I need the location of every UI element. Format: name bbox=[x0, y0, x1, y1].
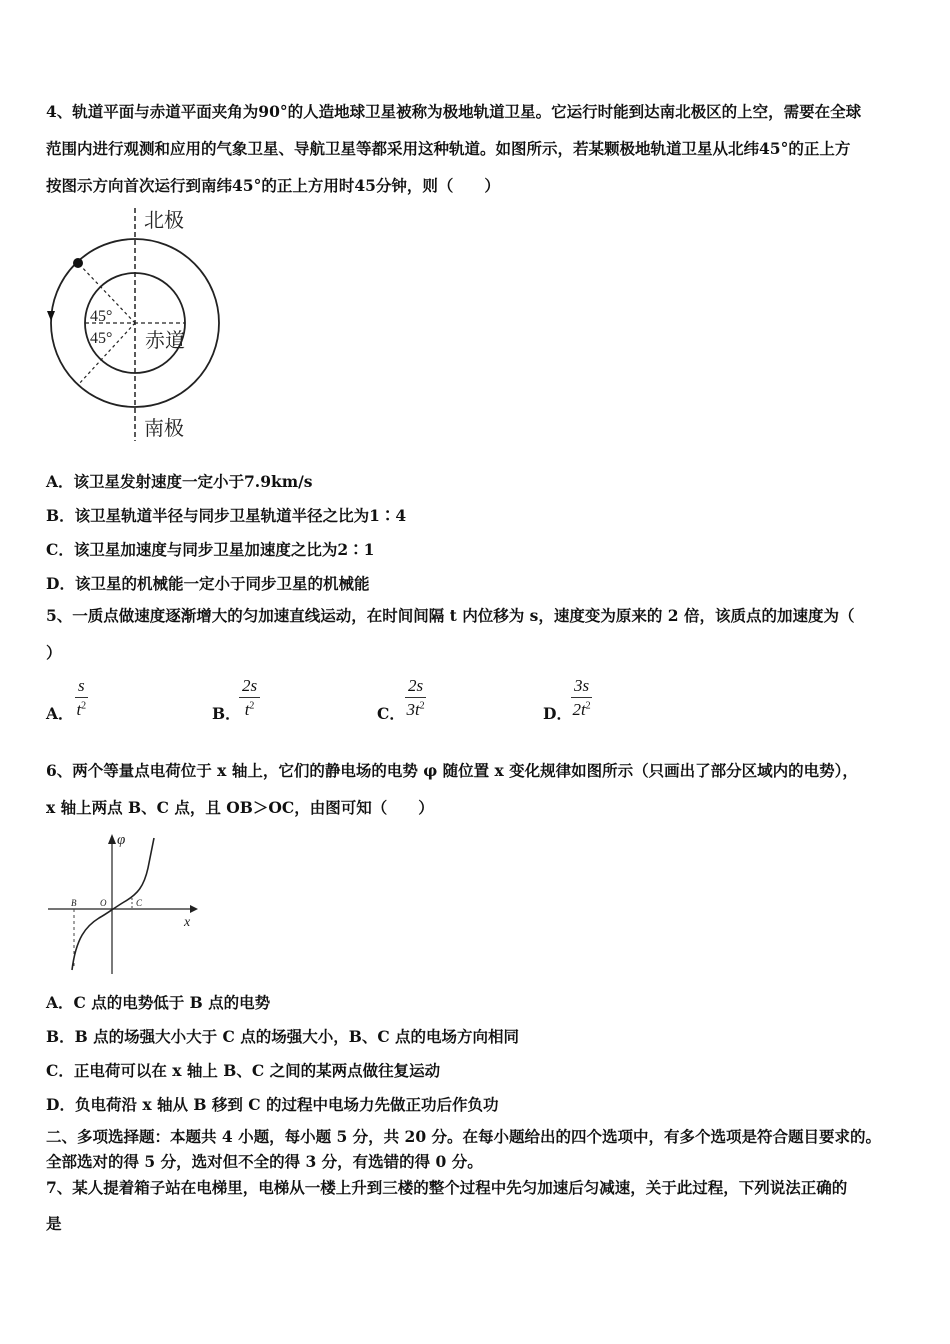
y-axis-arrow bbox=[108, 834, 116, 844]
q5-option-b-letter: B． bbox=[212, 704, 241, 723]
q5-option-c-denominator: 3t bbox=[406, 700, 420, 719]
angle-label-bottom: 45° bbox=[90, 330, 113, 347]
q5-option-d-fraction bbox=[571, 676, 592, 720]
q5-option-b-fraction bbox=[239, 676, 260, 720]
q6-option-a: A．C 点的电势低于 B 点的电势 bbox=[46, 993, 271, 1012]
q5-option-b-exponent: 2 bbox=[249, 700, 255, 712]
q4-option-c: C．该卫星加速度与同步卫星加速度之比为2∶1 bbox=[46, 540, 375, 559]
q4-stem-line-2: 范围内进行观测和应用的气象卫星、导航卫星等都采用这种轨道。如图所示，若某颗极地轨道卫星从北纬45°的正上方 bbox=[46, 139, 851, 158]
q5-option-d-numerator: 3s bbox=[571, 676, 592, 698]
x-axis-label: x bbox=[184, 915, 191, 930]
q5-option-b-numerator: 2s bbox=[239, 676, 260, 698]
q5-option-c-exponent: 2 bbox=[419, 700, 425, 712]
q6-stem-line-1: 6、两个等量点电荷位于 x 轴上，它们的静电场的电势 φ 随位置 x 变化规律如图所示（只画出了部分区域内的电势）， bbox=[46, 761, 858, 780]
section-2-line-2: 全部选对的得 5 分，选对但不全的得 3 分，有选错的得 0 分。 bbox=[46, 1152, 483, 1171]
q7-stem-line-1: 7、某人提着箱子站在电梯里，电梯从一楼上升到三楼的整个过程中先匀加速后匀减速，关于此过程，下列说法正确的 bbox=[46, 1178, 848, 1197]
q5-stem-line-1: 5、一质点做速度逐渐增大的匀加速直线运动，在时间间隔 t 内位移为 s，速度变为原来的 2 倍，该质点的加速度为（ bbox=[46, 606, 855, 625]
q5-option-a-denominator: t bbox=[76, 700, 82, 719]
q5-option-c-numerator: 2s bbox=[405, 676, 426, 698]
q5-option-a-letter: A． bbox=[46, 704, 74, 723]
q6-option-d: D．负电荷沿 x 轴从 B 移到 C 的过程中电场力先做正功后作负功 bbox=[46, 1095, 499, 1114]
x-axis-arrow bbox=[190, 905, 198, 913]
q5-option-a-exponent: 2 bbox=[81, 700, 87, 712]
q4-stem-line-1: 4、轨道平面与赤道平面夹角为90°的人造地球卫星被称为极地轨道卫星。它运行时能到达南北极区的上空，需要在全球 bbox=[46, 102, 862, 121]
q5-option-a-numerator: s bbox=[75, 676, 88, 698]
q4-stem-line-3: 按图示方向首次运行到南纬45°的正上方用时45分钟，则（ ） bbox=[46, 176, 500, 195]
q4-option-b: B．该卫星轨道半径与同步卫星轨道半径之比为1∶4 bbox=[46, 506, 407, 525]
q7-stem-line-2: 是 bbox=[46, 1214, 62, 1233]
q5-option-d-exponent: 2 bbox=[585, 700, 591, 712]
q5-stem-line-2: ） bbox=[46, 643, 62, 662]
b-point-label: B bbox=[71, 898, 77, 908]
q6-option-b: B．B 点的场强大小大于 C 点的场强大小，B、C 点的电场方向相同 bbox=[46, 1027, 520, 1046]
angle-label-top: 45° bbox=[90, 308, 113, 325]
q4-option-a: A．该卫星发射速度一定小于7.9km/s bbox=[46, 472, 313, 491]
satellite-dot bbox=[73, 258, 83, 268]
q5-option-c-fraction bbox=[405, 676, 426, 720]
q5-option-a-fraction bbox=[75, 676, 88, 720]
q5-option-b-denominator: t bbox=[244, 700, 250, 719]
q6-option-c: C．正电荷可以在 x 轴上 B、C 之间的某两点做往复运动 bbox=[46, 1061, 441, 1080]
q5-option-d-denominator: 2t bbox=[572, 700, 586, 719]
potential-graph-figure bbox=[44, 828, 204, 978]
y-axis-label: φ bbox=[117, 832, 126, 848]
section-2-line-1: 二、多项选择题：本题共 4 小题，每小题 5 分，共 20 分。在每小题给出的四个选项中，有多个选项是符合题目要求的。 bbox=[46, 1127, 882, 1146]
q6-stem-line-2: x 轴上两点 B、C 点，且 OB＞OC，由图可知（ ） bbox=[46, 798, 434, 817]
north-pole-label: 北极 bbox=[144, 208, 184, 232]
equator-label: 赤道 bbox=[145, 328, 185, 352]
polar-orbit-figure bbox=[40, 203, 220, 445]
q4-option-d: D．该卫星的机械能一定小于同步卫星的机械能 bbox=[46, 574, 370, 593]
o-point-label: O bbox=[100, 898, 107, 908]
south-pole-label: 南极 bbox=[144, 416, 184, 440]
q5-option-d-letter: D． bbox=[543, 704, 572, 723]
q5-option-c-letter: C． bbox=[377, 704, 405, 723]
direction-arrow bbox=[47, 311, 55, 321]
c-point-label: C bbox=[136, 898, 143, 908]
